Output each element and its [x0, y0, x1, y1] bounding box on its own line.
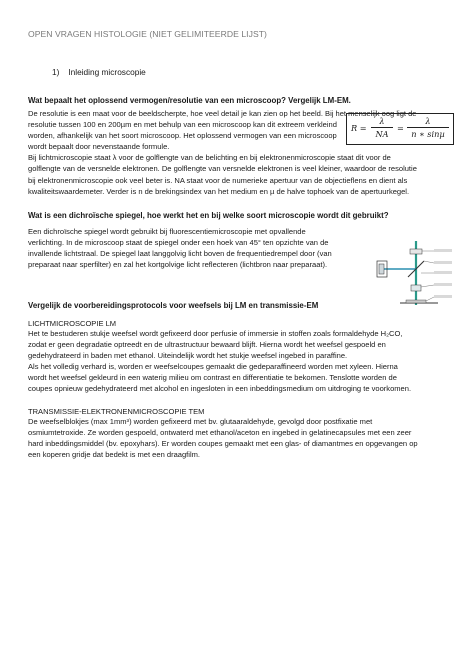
text-line: verlichting. In de microscoop staat de spiegel onder een hoek van 45° ten opzichte van de: [28, 238, 329, 248]
fluorescence-microscope-diagram: [376, 239, 456, 311]
page-header: OPEN VRAGEN HISTOLOGIE (NIET GELIMITEERDE LIJST): [28, 29, 267, 39]
formula-equals: =: [397, 123, 404, 133]
text-line: De resolutie is een maat voor de beeldscherpte, hoe veel detail je kan zien op het beeld. Bij het menselijk oog ligt de: [28, 109, 417, 118]
tem-subheading: TRANSMISSIE-ELEKTRONENMICROSCOPIE TEM: [28, 407, 205, 416]
question-dichroic-mirror: Wat is een dichroïsche spiegel, hoe werkt het en bij welke soort microscopie wordt dit gebruikt?: [28, 211, 389, 220]
text-line: gedehydrateerd in baden met ethanol. Uiteindelijk wordt het stukje weefsel ingebed in paraffine.: [28, 351, 348, 361]
text-line: een koperen gridje dat bedekt is met een draagfilm.: [28, 450, 201, 460]
section-number: 1): [52, 67, 60, 77]
tem-protocol-text: [28, 416, 418, 460]
text-line: preparaat naar sperfilter) en zal het kortgolvige licht reflecteren (lichtbron naar preparaat).: [28, 260, 328, 270]
text-line: Een dichroïsche spiegel wordt gebruikt bij fluorescentiemicroscopie met opvallende: [28, 227, 306, 236]
text-line: kwaliteitswaardemeter. Verder is n de brekingsindex van het medium en µ de halve tophoek van de apertuurkegel.: [28, 186, 410, 196]
text-line: wordt het weefsel gekleurd in een waterig milieu om contrast en differentiatie te bekomen. Tenslotte worden de: [28, 373, 397, 383]
formula-lhs: R =: [351, 123, 367, 133]
lm-protocol-text: [28, 328, 411, 395]
text-line: bij elektronenmicroscopie ook veel beter is. NA staat voor de numerieke apertuur van de objectieflens en dient als: [28, 175, 408, 185]
text-line: coupes opnieuw gedehydrateerd met alcohol en ingesloten in een inbeddingsmedium om uitdroging te voorkomen.: [28, 384, 412, 394]
text-line: hard inbeddingsmiddel (bv. epoxyhars). Er worden coupes gemaakt met een glas- of diamantmes en opgevangen op: [28, 439, 418, 449]
section-heading: [52, 67, 146, 77]
section-title: Inleiding microscopie: [68, 67, 146, 77]
text-line: worden, afhankelijk van het soort microscoop. Het oplossend vermogen van een microscoop: [28, 131, 337, 141]
text-line: Het te bestuderen stukje weefsel wordt gefixeerd door perfusie of immersie in stoffen zoals formaldehyde H₂CO,: [28, 329, 403, 338]
text-line: zodat er geen degradatie optreedt en de ultrastructuur bewaard blijft. Hierna wordt het weefsel gespoeld en: [28, 340, 386, 350]
question-resolution: Wat bepaalt het oplossend vermogen/resolutie van een microscoop? Vergelijk LM-EM.: [28, 96, 351, 105]
text-line: De weefselblokjes (max 1mm³) worden gefixeerd met bv. glutaaraldehyde, gevolgd door postfixatie met: [28, 417, 373, 426]
text-line: golflengte van de versnelde elektronen. De golflengte van versnelde elektronen is veel kleiner, waardoor de resolutie: [28, 164, 417, 174]
formula-fraction-sin: λ n ∗ sinµ: [407, 116, 449, 139]
formula-fraction-na: $\frac{\lambda}{NA}$: [371, 116, 393, 139]
text-line: Bij lichtmicroscopie staat λ voor de golflengte van de belichting en bij elektronenmicroscopie staat dit voor de: [28, 153, 391, 163]
text-line: invallende lichtstraal. De spiegel laat langgolvig licht boven de frequentiedrempel door (van: [28, 249, 332, 259]
answer-dichroic-mirror: [28, 226, 332, 270]
text-line: osmiumtetroxide. Ze worden gespoeld, ontwaterd met ethanol/aceton en ingebed in gelatinecapsules met een zeer: [28, 428, 412, 438]
resolution-formula: [346, 113, 454, 145]
text-line: resolutie tussen 100 en 200µm en met behulp van een microscoop kan dit extreem verkleind: [28, 120, 337, 130]
question-preparation-protocols: Vergelijk de voorbereidingsprotocols voor weefsels bij LM en transmissie-EM: [28, 301, 319, 310]
text-line: Als het volledig verhard is, worden er weefselcoupes gemaakt die gedeparaffineerd worden met xyleen. Hierna: [28, 362, 398, 372]
text-line: wordt bepaalt door nevenstaande formule.: [28, 142, 170, 152]
lm-subheading: LICHTMICROSCOPIE LM: [28, 319, 117, 328]
